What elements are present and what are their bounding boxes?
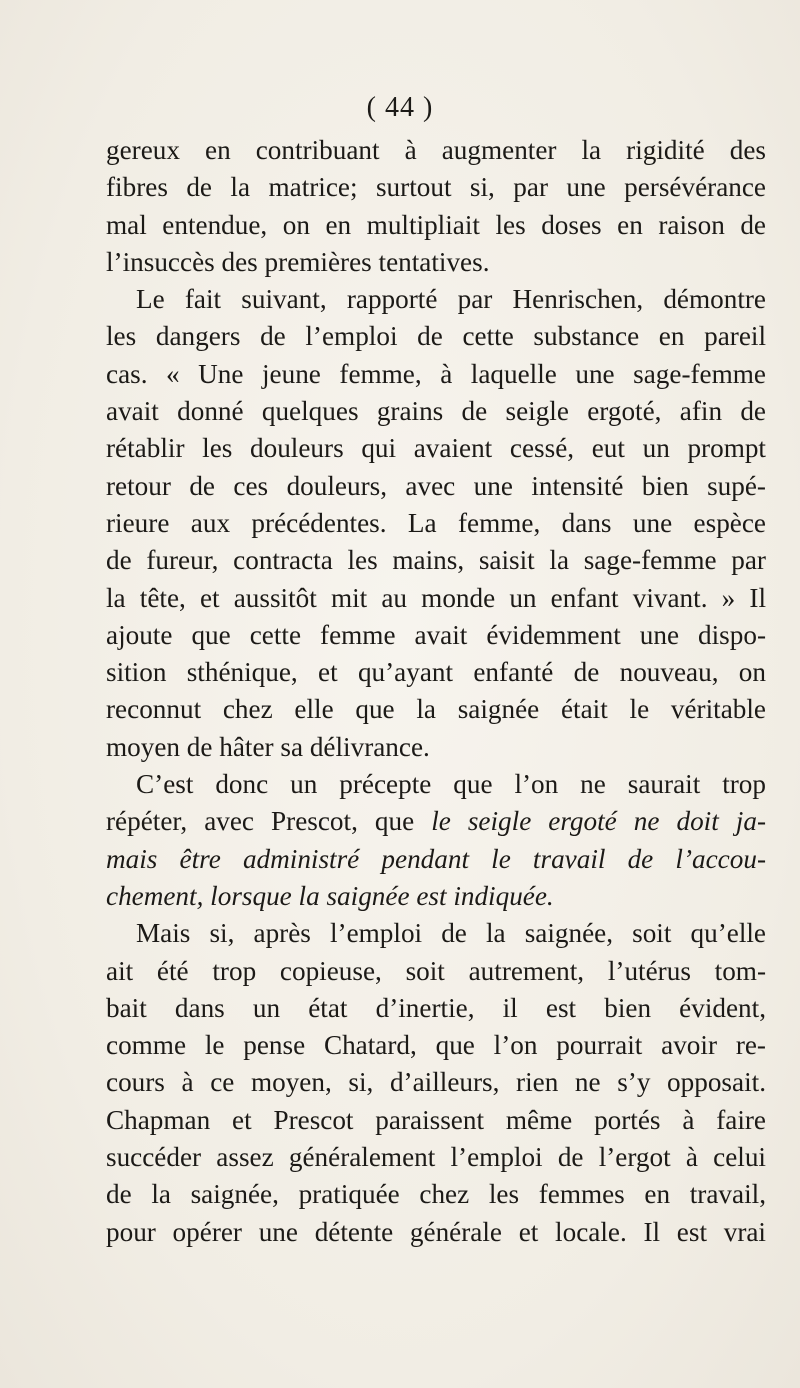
text-segment: répéter, avec Prescot, que [106,806,432,837]
paragraph-start-line: C’est donc un précepte que l’on ne saurait trop [136,769,766,800]
text-line: cours à ce moyen, si, d’ailleurs, rien ne s’y opposait. [106,1067,766,1098]
text-line: moyen de hâter sa délivrance. [106,731,430,762]
text-line: de fureur, contracta les mains, saisit la sage-femme par [106,545,766,576]
text-line: succéder assez généralement l’emploi de l’ergot à celui [106,1142,766,1173]
text-line: Chapman et Prescot paraissent même portés à faire [106,1104,766,1135]
text-line: mal entendue, on en multipliait les doses en raison de [106,209,766,240]
text-line: pour opérer une détente générale et locale. Il est vrai [106,1216,766,1247]
text-line: gereux en contribuant à augmenter la rigidité des [106,135,766,165]
text-line: ajoute que cette femme avait évidemment une dispo- [106,619,766,650]
italic-text-line: mais être administré pendant le travail de l’accou- [106,843,766,874]
italic-text-line: chement, lorsque la saignée est indiquée. [106,880,554,911]
page-number: ( 44 ) [366,92,434,123]
text-line: cas. « Une jeune femme, à laquelle une sage-femme [106,358,766,389]
text-line: ait été trop copieuse, soit autrement, l’utérus tom- [106,955,766,986]
text-line: rétablir les douleurs qui avaient cessé, eut un prompt [106,433,766,464]
text-line: l’insuccès des premières tentatives. [106,246,490,277]
text-line: rieure aux précédentes. La femme, dans une espèce [106,507,766,538]
text-line: reconnut chez elle que la saignée était le véritable [106,694,766,725]
text-line: retour de ces douleurs, avec une intensité bien supé- [106,470,766,501]
text-line-mixed [106,803,766,840]
text-line: sition sthénique, et qu’ayant enfanté de nouveau, on [106,657,766,688]
text-line: avait donné quelques grains de seigle ergoté, afin de [106,396,766,427]
paragraph-start-line: Le fait suivant, rapporté par Henrischen, démontre [136,284,766,315]
text-line: la tête, et aussitôt mit au monde un enfant vivant. » Il [106,582,766,613]
paragraph-start-line: Mais si, après l’emploi de la saignée, soit qu’elle [136,918,766,949]
italic-text-segment: le seigle ergoté ne doit ja- [431,806,766,837]
body-text [106,132,766,1251]
text-line: de la saignée, pratiquée chez les femmes en travail, [106,1179,766,1210]
text-line: fibres de la matrice; surtout si, par une persévérance [106,172,766,203]
text-line: les dangers de l’emploi de cette substance en pareil [106,321,766,352]
text-line: comme le pense Chatard, que l’on pourrait avoir re- [106,1030,766,1061]
text-line: bait dans un état d’inertie, il est bien évident, [106,992,766,1023]
